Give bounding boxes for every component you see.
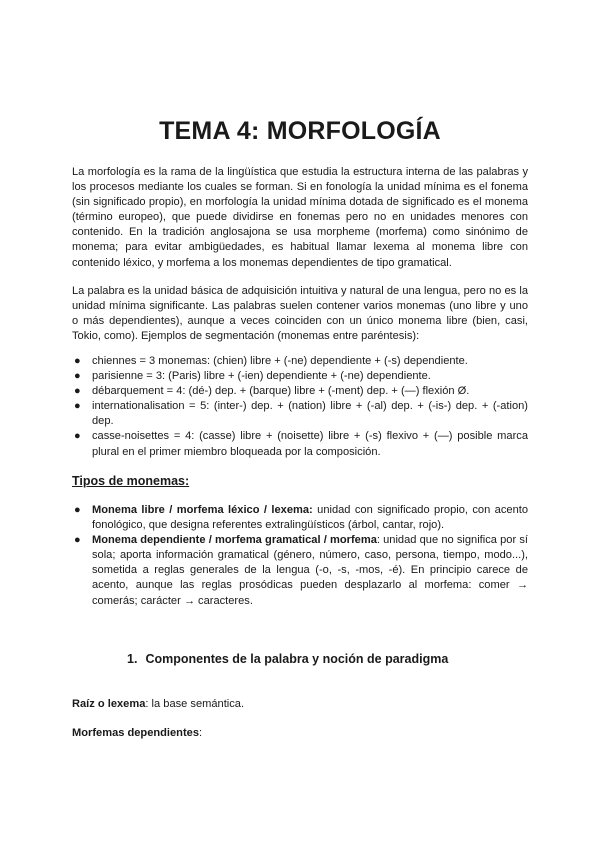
list-item <box>72 429 528 459</box>
bullet-icon: ● <box>74 430 81 443</box>
example-text: casse-noisettes = 4: (casse) libre + (noisette) libre + (-s) flexivo + (—) posible marca plural en el primer miembro bloqueada por la composición. <box>92 430 528 458</box>
palabra-paragraph: La palabra es la unidad básica de adquisición intuitiva y natural de una lengua, pero no es la unidad mínima significante. Las palabras suelen contener varios monemas (uno libre y uno o más dependientes), aunque a veces coinciden con un único monema libre (bien, casi, Tokio, como). Ejemplos de segmentación (monemas entre paréntesis): <box>72 285 528 343</box>
section-number: 1. <box>127 652 138 666</box>
section-heading <box>127 652 448 666</box>
list-item <box>72 354 528 369</box>
term-definition: : unidad que no significa por sí sola; aporta información gramatical (género, número, caso, persona, tiempo, modo...), sometida a reglas generales de la lengua (-o, -s, -mos, -é). En principio carece de acento, aunque las reglas prosódicas pueden desplazarlo al morfema: comer → comerás; carácter → caracteres. <box>92 534 528 607</box>
morfemas-text: : <box>199 727 203 739</box>
list-item <box>72 503 528 533</box>
morfemas-line <box>72 727 202 739</box>
morfemas-term: Morfemas dependientes <box>72 727 199 739</box>
examples-list <box>72 354 528 460</box>
bullet-icon: ● <box>74 355 81 367</box>
example-text: internationalisation = 5: (inter-) dep. + (nation) libre + (-al) dep. + (-is-) dep. + (-ation) dep. <box>92 400 528 428</box>
raiz-line <box>72 698 244 710</box>
example-text: chiennes = 3 monemas: (chien) libre + (-ne) dependiente + (-s) dependiente. <box>92 355 468 367</box>
raiz-text: : la base semántica. <box>145 698 245 710</box>
example-text: parisienne = 3: (Paris) libre + (-ien) dependiente + (-ne) dependiente. <box>92 370 431 383</box>
bullet-icon: ● <box>74 400 81 413</box>
raiz-term: Raíz o lexema <box>72 698 146 710</box>
term-label: Monema dependiente / morfema gramatical / morfema <box>92 534 377 547</box>
tipos-list <box>72 503 528 609</box>
page-title: TEMA 4: MORFOLOGÍA <box>159 117 441 145</box>
section-title: Componentes de la palabra y noción de paradigma <box>145 652 449 666</box>
list-item <box>72 384 528 399</box>
bullet-icon: ● <box>74 504 81 516</box>
bullet-icon: ● <box>74 534 81 547</box>
bullet-icon: ● <box>74 385 81 398</box>
list-item <box>72 369 528 384</box>
term-definition: unidad con significado propio, con acento fonológico, que designa referentes extralingüísticos (árbol, cantar, rojo). <box>92 504 528 532</box>
tipos-heading: Tipos de monemas: <box>72 474 190 488</box>
example-text: débarquement = 4: (dé-) dep. + (barque) libre + (-ment) dep. + (—) flexión Ø. <box>92 385 470 398</box>
list-item <box>72 399 528 429</box>
term-label: Monema libre / morfema léxico / lexema: <box>92 504 313 516</box>
intro-paragraph: La morfología es la rama de la lingüística que estudia la estructura interna de las palabras y los procesos mediante los cuales se forman. Si en fonología la unidad mínima es el fonema (sin significado propio), en morfología la unidad mínima dotada de significado es el monema (término europeo), que puede dividirse en fonemas pero no en unidades menores con contenido. En la tradición anglosajona se usa morpheme (morfema) como sinónimo de monema; para evitar ambigüedades, es habitual llamar lexema al monema libre con contenido léxico, y morfema a los monemas dependientes de tipo gramatical. <box>72 166 528 269</box>
bullet-icon: ● <box>74 370 81 383</box>
list-item <box>72 533 528 608</box>
